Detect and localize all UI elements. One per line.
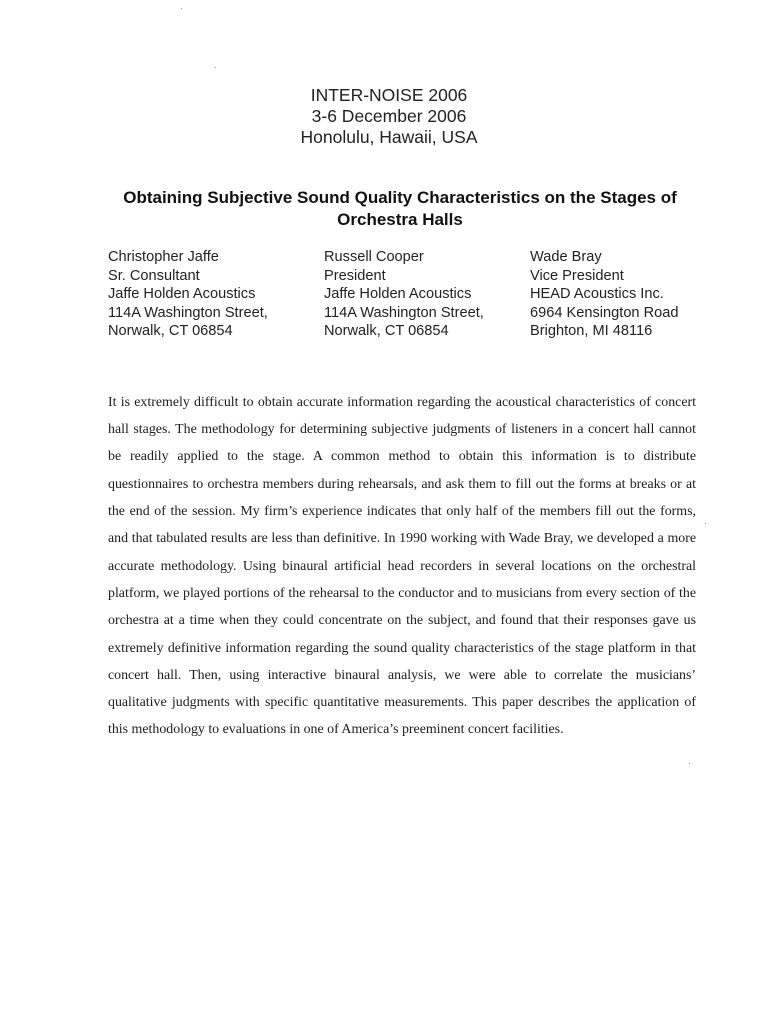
author-organization: HEAD Acoustics Inc. (530, 286, 664, 303)
author-role: Sr. Consultant (108, 267, 200, 284)
conference-dates: 3-6 December 2006 (311, 106, 467, 126)
author-3 (530, 248, 679, 341)
author-street: 6964 Kensington Road (530, 304, 679, 321)
conference-location: Honolulu, Hawaii, USA (300, 127, 478, 147)
author-name: Wade Bray (530, 249, 602, 265)
author-name: Russell Cooper (324, 249, 424, 265)
scan-speck (689, 763, 690, 764)
scan-speck (705, 523, 706, 524)
author-2 (324, 248, 484, 341)
conference-header (0, 85, 778, 148)
author-1 (108, 248, 268, 341)
author-organization: Jaffe Holden Acoustics (108, 286, 256, 303)
author-city: Norwalk, CT 06854 (108, 323, 233, 340)
author-name: Christopher Jaffe (108, 249, 219, 265)
author-organization: Jaffe Holden Acoustics (324, 286, 472, 303)
author-role: President (324, 267, 386, 284)
paper-title: Obtaining Subjective Sound Quality Characteristics on the Stages of Orchestra Halls (123, 188, 677, 229)
author-city: Brighton, MI 48116 (530, 323, 653, 340)
author-city: Norwalk, CT 06854 (324, 323, 449, 340)
author-role: Vice President (530, 267, 624, 284)
conference-name: INTER-NOISE 2006 (310, 85, 468, 105)
author-street: 114A Washington Street, (324, 304, 484, 321)
scan-speck (215, 67, 216, 68)
abstract-paragraph: It is extremely difficult to obtain accurate information regarding the acoustical characteristics of concert hall stages. The methodology for determining subjective judgments of listeners in a concert hall cannot be readily applied to the stage. A common method to obtain this information is to distribute questionnaires to orchestra members during rehearsals, and ask them to fill out the forms at breaks or at the end of the session. My firm’s experience indicates that only half of the members fill out the forms, and that tabulated results are less than definitive. In 1990 working with Wade Bray, we developed a more accurate methodology. Using binaural artificial head recorders in several locations on the orchestral platform, we played portions of the rehearsal to the conductor and to musicians from every section of the orchestra at a time when they could concentrate on the subject, and found that their responses gave us extremely definitive information regarding the sound quality characteristics of the stage platform in that concert hall. Then, using interactive binaural analysis, we were able to correlate the musicians’ qualitative judgments with specific quantitative measurements. This paper describes the application of this methodology to evaluations in one of America’s preeminent concert facilities. (108, 394, 696, 738)
author-street: 114A Washington Street, (108, 304, 268, 321)
scan-speck (181, 8, 182, 9)
